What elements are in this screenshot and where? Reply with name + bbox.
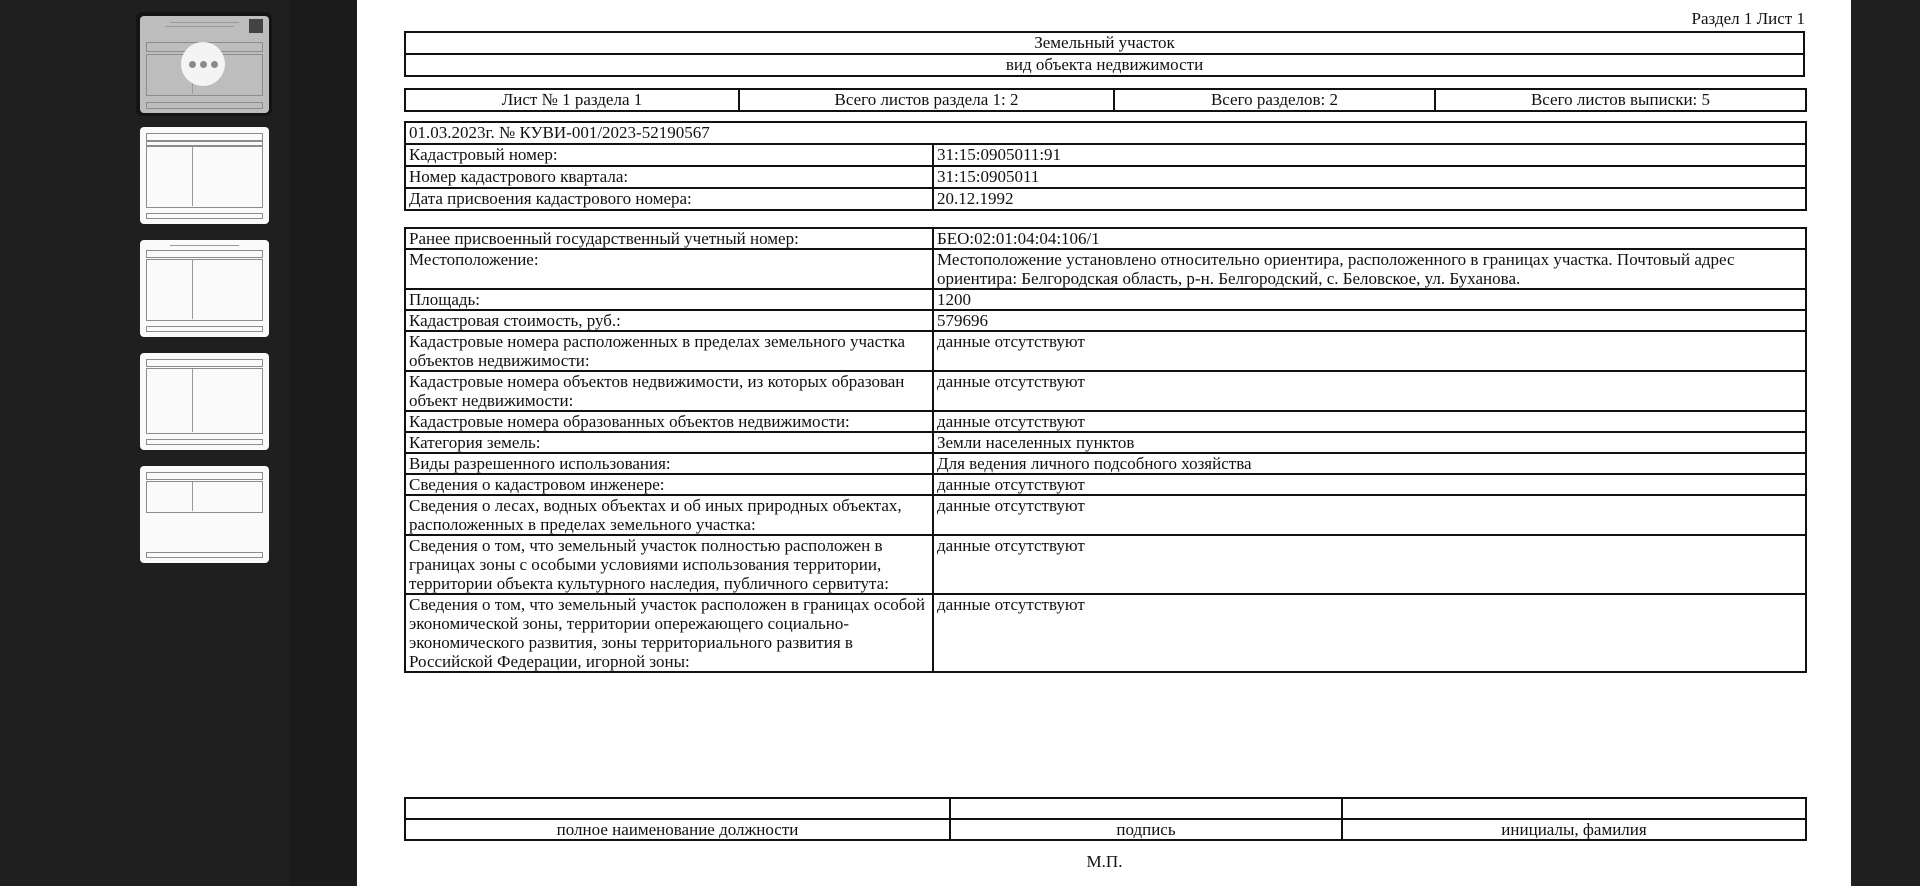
object-type: Земельный участок <box>405 32 1804 54</box>
extract-header: 01.03.2023г. № КУВИ-001/2023-52190567 <box>405 122 1806 144</box>
more-options-button[interactable] <box>181 42 225 86</box>
name-field <box>1342 798 1806 819</box>
extract-sheets-total: Всего листов выписки: 5 <box>1435 89 1806 111</box>
row-label: Сведения о лесах, водных объектах и об иных природных объектах, расположенных в пределах земельного участка: <box>405 495 933 535</box>
table-row <box>405 249 1806 289</box>
stamp-place: М.П. <box>1086 852 1123 871</box>
row-label: Виды разрешенного использования: <box>405 453 933 474</box>
row-label: Кадастровый номер: <box>405 144 933 166</box>
thumbnail-page-5[interactable] <box>140 466 269 563</box>
section-sheets-total: Всего листов раздела 1: 2 <box>739 89 1114 111</box>
row-label: Ранее присвоенный государственный учетный номер: <box>405 228 933 249</box>
row-label: Дата присвоения кадастрового номера: <box>405 188 933 210</box>
table-row <box>405 594 1806 672</box>
details-table <box>404 227 1807 673</box>
section-sheet-label: Раздел 1 Лист 1 <box>1691 9 1805 28</box>
cadastral-number: 31:15:0905011:91 <box>933 144 1806 166</box>
main-info-table <box>404 121 1807 211</box>
row-value: БЕО:02:01:04:04:106/1 <box>933 228 1806 249</box>
object-type-table <box>404 31 1805 77</box>
row-value: Для ведения личного подсобного хозяйства <box>933 453 1806 474</box>
row-value: Местоположение установлено относительно ориентира, расположенного в границах участка. Почтовый адрес ориентира: Белгородская область, р-н. Белгородский, с. Беловское, ул. Буханова. <box>933 249 1806 289</box>
dot-icon <box>211 61 218 68</box>
table-row <box>405 371 1806 411</box>
row-label: Кадастровые номера расположенных в пределах земельного участка объектов недвижимости: <box>405 331 933 371</box>
qr-code-icon <box>249 19 263 33</box>
signature-table <box>404 797 1807 841</box>
row-label: Номер кадастрового квартала: <box>405 166 933 188</box>
table-row <box>405 331 1806 371</box>
sidebar-divider <box>290 0 356 886</box>
row-label: Категория земель: <box>405 432 933 453</box>
table-row <box>405 495 1806 535</box>
row-label: Сведения о кадастровом инженере: <box>405 474 933 495</box>
object-type-caption: вид объекта недвижимости <box>405 54 1804 76</box>
table-row <box>405 474 1806 495</box>
row-value: данные отсутствуют <box>933 495 1806 535</box>
document-page <box>357 0 1851 886</box>
row-value: 1200 <box>933 289 1806 310</box>
position-caption: полное наименование должности <box>405 819 950 840</box>
table-row <box>405 411 1806 432</box>
sheets-table <box>404 88 1807 112</box>
thumbnail-page-2[interactable] <box>140 127 269 224</box>
cadastral-block: 31:15:0905011 <box>933 166 1806 188</box>
row-value: данные отсутствуют <box>933 474 1806 495</box>
table-row <box>405 453 1806 474</box>
table-row <box>405 289 1806 310</box>
row-value: данные отсутствуют <box>933 331 1806 371</box>
thumbnail-page-4[interactable] <box>140 353 269 450</box>
sheet-number: Лист № 1 раздела 1 <box>405 89 739 111</box>
viewer-right-margin <box>1851 0 1920 886</box>
row-value: данные отсутствуют <box>933 371 1806 411</box>
name-caption: инициалы, фамилия <box>1342 819 1806 840</box>
table-row <box>405 432 1806 453</box>
row-value: данные отсутствуют <box>933 411 1806 432</box>
dot-icon <box>189 61 196 68</box>
signature-field <box>950 798 1342 819</box>
assignment-date: 20.12.1992 <box>933 188 1806 210</box>
row-label: Площадь: <box>405 289 933 310</box>
row-label: Кадастровые номера объектов недвижимости, из которых образован объект недвижимости: <box>405 371 933 411</box>
row-value: 579696 <box>933 310 1806 331</box>
sections-total: Всего разделов: 2 <box>1114 89 1435 111</box>
dot-icon <box>200 61 207 68</box>
table-row <box>405 535 1806 594</box>
row-value: данные отсутствуют <box>933 535 1806 594</box>
row-value: Земли населенных пунктов <box>933 432 1806 453</box>
row-label: Местоположение: <box>405 249 933 289</box>
row-label: Кадастровые номера образованных объектов недвижимости: <box>405 411 933 432</box>
table-row <box>405 228 1806 249</box>
row-value: данные отсутствуют <box>933 594 1806 672</box>
position-field <box>405 798 950 819</box>
table-row <box>405 310 1806 331</box>
thumbnail-sidebar <box>0 0 356 886</box>
row-label: Сведения о том, что земельный участок полностью расположен в границах зоны с особыми условиями использования территории, территории объекта культурного наследия, публичного сервитута: <box>405 535 933 594</box>
row-label: Сведения о том, что земельный участок расположен в границах особой экономической зоны, территории опережающего социально-экономического развития, зоны территориального развития в Российской Федерации, игорной зоны: <box>405 594 933 672</box>
signature-caption: подпись <box>950 819 1342 840</box>
row-label: Кадастровая стоимость, руб.: <box>405 310 933 331</box>
thumbnail-page-3[interactable] <box>140 240 269 337</box>
